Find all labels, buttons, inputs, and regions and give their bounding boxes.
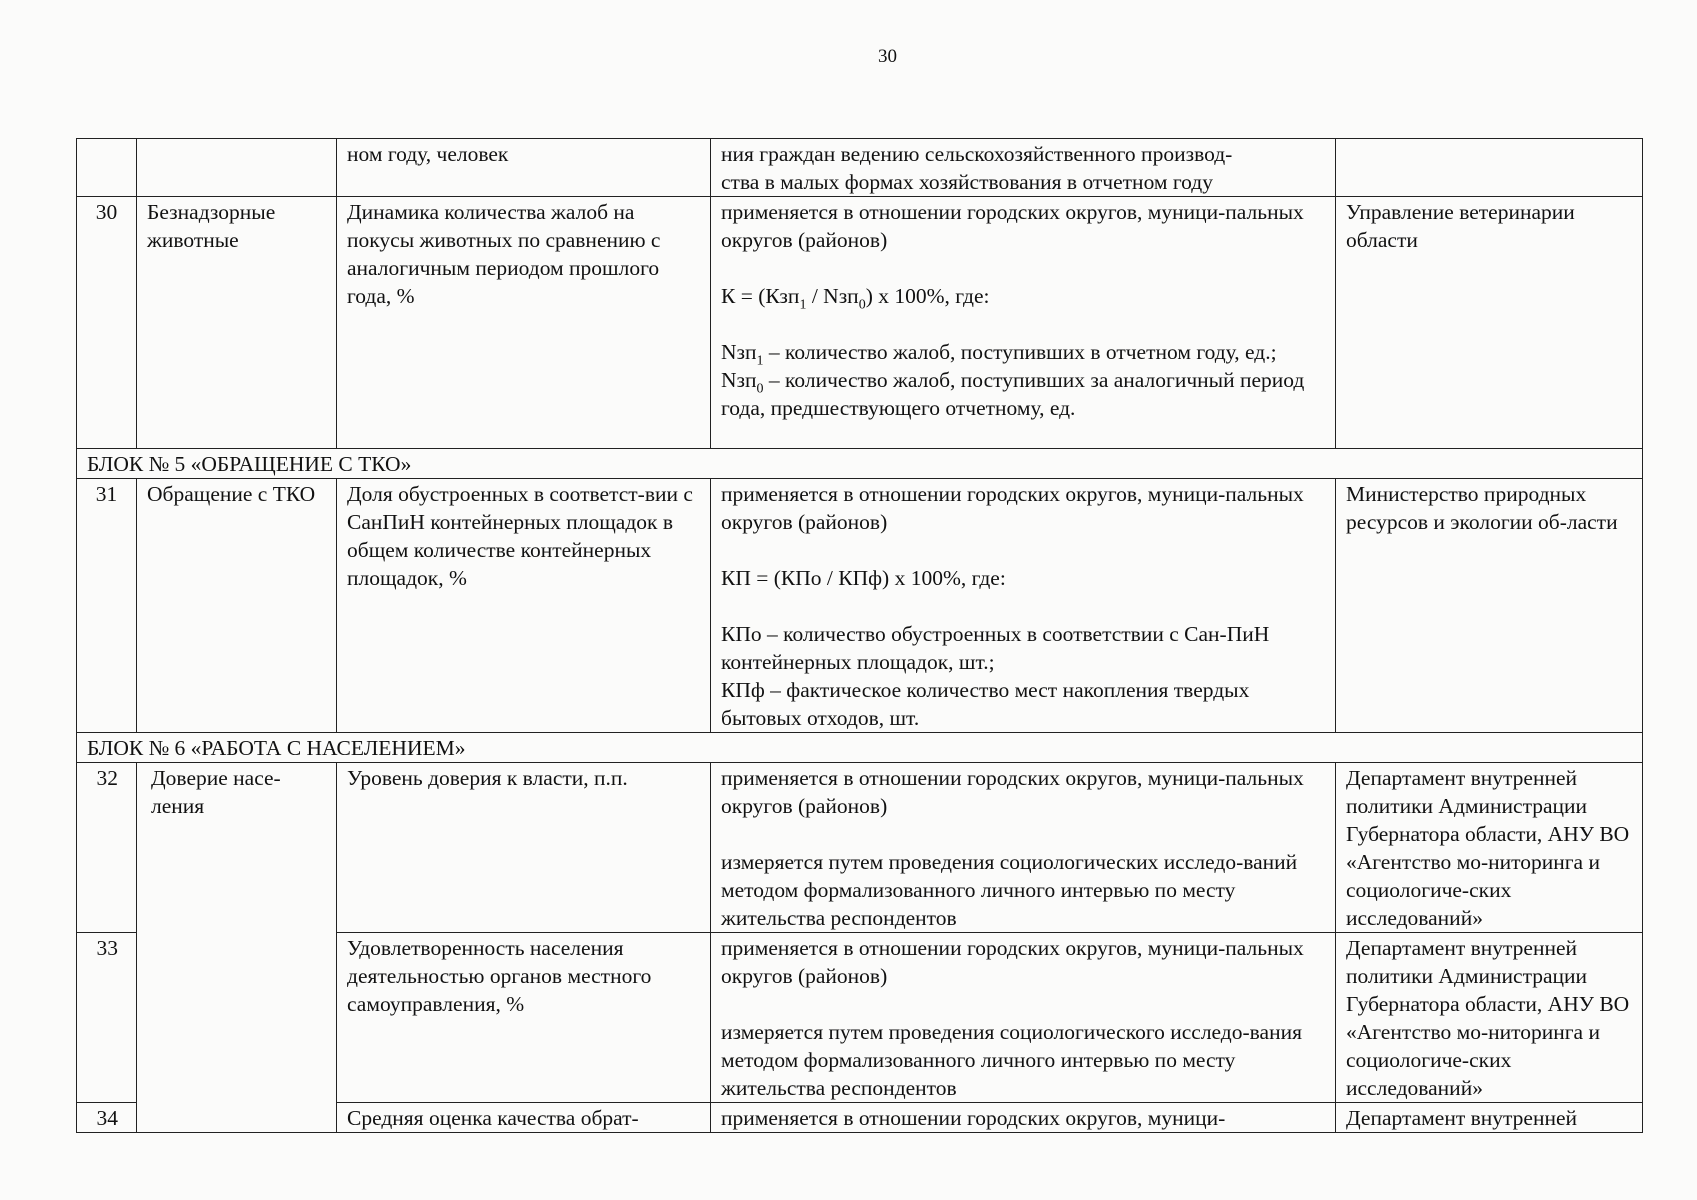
responsible-body: Управление ветеринарии области — [1336, 197, 1643, 449]
table-row — [77, 763, 1643, 933]
method-cell: применяется в отношении городских округов, муници- — [711, 1103, 1336, 1133]
block-header: БЛОК № 5 «ОБРАЩЕНИЕ С ТКО» — [77, 449, 1643, 479]
method-cell — [711, 933, 1336, 1103]
row-number: 30 — [77, 197, 137, 449]
applies-text: применяется в отношении городских округов, муници-пальных округов (районов) — [721, 482, 1304, 534]
formula-definition: Nзп$_0$ – количество жалоб, поступивших за аналогичный период года, предшествующего отчетному, ед. — [721, 368, 1305, 420]
section-name: Доверие насе-ления — [137, 763, 337, 1133]
method-line: ства в малых формах хозяйствования в отчетном году — [721, 170, 1213, 194]
indicator-cell: ном году, человек — [337, 139, 711, 197]
table-row-continuation — [77, 139, 1643, 197]
method-cell — [711, 197, 1336, 449]
measure-text: измеряется путем проведения социологического исследо-вания методом формализованного личного интервью по месту жительства респондентов — [721, 1020, 1302, 1100]
indicator-name: Удовлетворенность населения деятельностью органов местного самоуправления, % — [337, 933, 711, 1103]
applies-text: применяется в отношении городских округов, муници-пальных округов (районов) — [721, 200, 1304, 252]
formula-definition: КПо – количество обустроенных в соответствии с Сан-ПиН контейнерных площадок, шт.; — [721, 622, 1270, 674]
method-line: ния граждан ведению сельскохозяйственного производ- — [721, 142, 1233, 166]
formula-definition: Nзп$_1$ – количество жалоб, поступивших в отчетном году, ед.; — [721, 340, 1277, 369]
responsible-body: Департамент внутренней — [1336, 1103, 1643, 1133]
section-name: Обращение с ТКО — [137, 479, 337, 733]
table-row — [77, 479, 1643, 733]
method-cell — [711, 479, 1336, 733]
row-number-cell — [77, 139, 137, 197]
page-number: 30 — [878, 46, 897, 67]
responsible-body: Министерство природных ресурсов и экологии об-ласти — [1336, 479, 1643, 733]
section-cell — [137, 139, 337, 197]
row-number: 32 — [77, 763, 137, 933]
block-header: БЛОК № 6 «РАБОТА С НАСЕЛЕНИЕМ» — [77, 733, 1643, 763]
block-header-row — [77, 449, 1643, 479]
block-header-row — [77, 733, 1643, 763]
method-cell — [711, 139, 1336, 197]
indicator-name: Средняя оценка качества обрат- — [337, 1103, 711, 1133]
section-name: Безнадзорные животные — [137, 197, 337, 449]
indicator-name: Уровень доверия к власти, п.п. — [337, 763, 711, 933]
responsible-body: Департамент внутренней политики Администрации Губернатора области, АНУ ВО «Агентство мо-ниторинга и социологиче-ских исследований» — [1336, 763, 1643, 933]
row-number: 31 — [77, 479, 137, 733]
formula-definition: КПф – фактическое количество мест накопления твердых бытовых отходов, шт. — [721, 678, 1250, 730]
indicator-name: Доля обустроенных в соответст-вии с СанПиН контейнерных площадок в общем количестве контейнерных площадок, % — [337, 479, 711, 733]
responsible-cell — [1336, 139, 1643, 197]
applies-text: применяется в отношении городских округов, муници-пальных округов (районов) — [721, 936, 1304, 988]
row-number: 33 — [77, 933, 137, 1103]
responsible-body: Департамент внутренней политики Администрации Губернатора области, АНУ ВО «Агентство мо-ниторинга и социологиче-ских исследований» — [1336, 933, 1643, 1103]
method-cell — [711, 763, 1336, 933]
formula: КП = (КПо / КПф) х 100%, где: — [721, 566, 1006, 590]
indicator-name: Динамика количества жалоб на покусы животных по сравнению с аналогичным периодом прошлого года, % — [337, 197, 711, 449]
table-row — [77, 197, 1643, 449]
row-number: 34 — [77, 1103, 137, 1133]
formula: К = (Кзп$_1$ / Nзп$_0$) х 100%, где: — [721, 284, 990, 313]
indicators-table — [76, 138, 1643, 1133]
measure-text: измеряется путем проведения социологических исследо-ваний методом формализованного личного интервью по месту жительства респондентов — [721, 850, 1298, 930]
applies-text: применяется в отношении городских округов, муници-пальных округов (районов) — [721, 766, 1304, 818]
